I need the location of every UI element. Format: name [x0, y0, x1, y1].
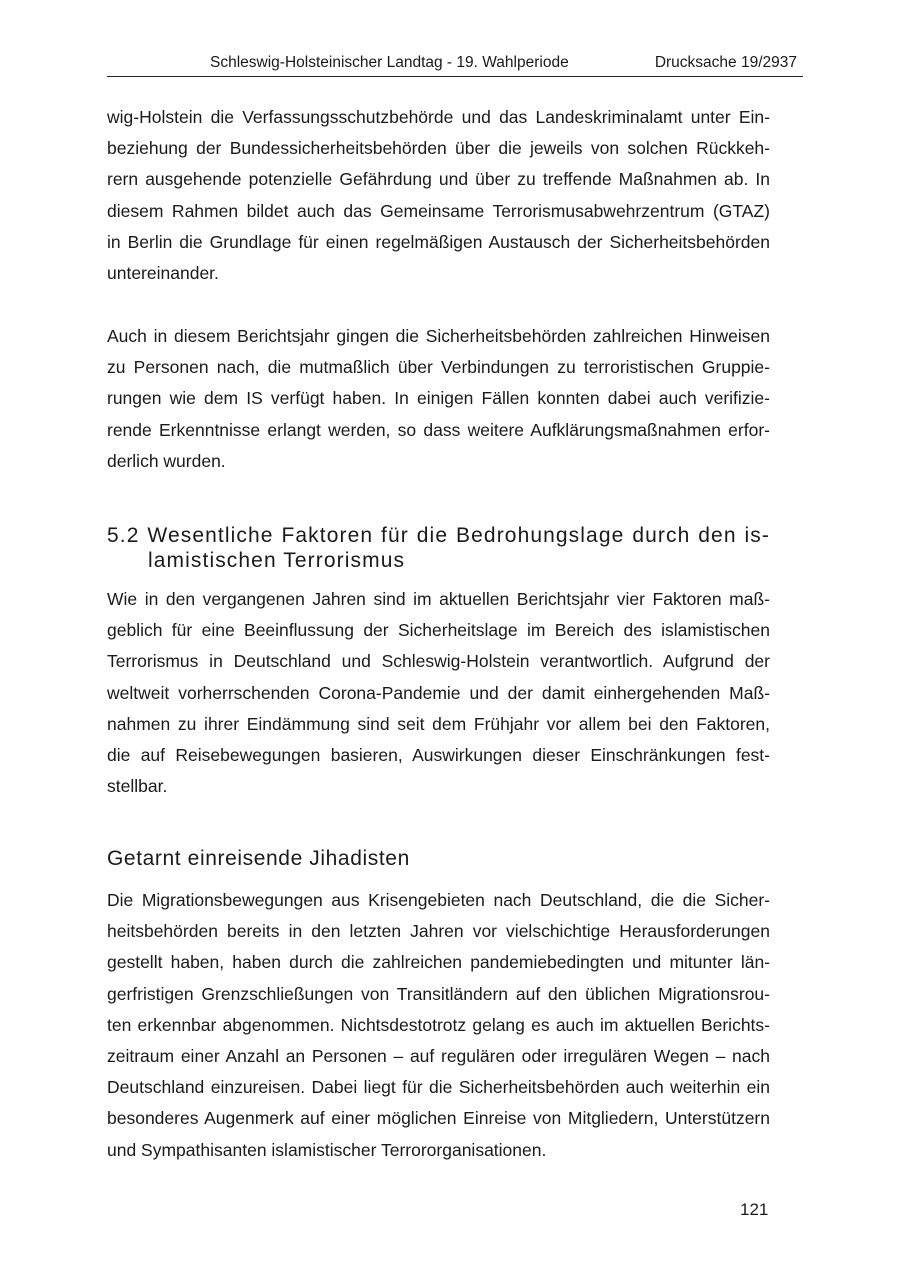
subheading: Getarnt einreisende Jihadisten [107, 847, 410, 870]
paragraph-line: derlich wurden. [107, 450, 226, 471]
paragraph-line: geblich für eine Beeinflussung der Sicherheitslage im Bereich des islamistischen [107, 620, 770, 641]
paragraph-line: untereinander. [107, 263, 219, 284]
header-title: Schleswig-Holsteinischer Landtag - 19. Wahlperiode [210, 54, 569, 71]
paragraph-line: die auf Reisebewegungen basieren, Auswirkungen dieser Einschränkungen fest- [107, 745, 770, 766]
section-heading-line: 5.2 Wesentliche Faktoren für die Bedrohungslage durch den is- [107, 524, 770, 547]
paragraph-line: Terrorismus in Deutschland und Schleswig-Holstein verantwortlich. Aufgrund der [107, 651, 770, 672]
paragraph-line: beziehung der Bundessicherheitsbehörden über die jeweils von solchen Rückkeh- [107, 138, 770, 159]
page-header [107, 52, 803, 77]
section-heading-line: lamistischen Terrorismus [148, 549, 406, 572]
paragraph-line: weltweit vorherrschenden Corona-Pandemie und der damit einhergehenden Maß- [107, 682, 770, 703]
paragraph-line: Deutschland einzureisen. Dabei liegt für die Sicherheitsbehörden auch weiterhin ein [107, 1077, 770, 1098]
paragraph-line: Auch in diesem Berichtsjahr gingen die Sicherheitsbehörden zahlreichen Hinweisen [107, 326, 770, 346]
paragraph-line: stellbar. [107, 776, 168, 797]
paragraph-line: diesem Rahmen bildet auch das Gemeinsame Terrorismusabwehrzentrum (GTAZ) [107, 200, 770, 221]
paragraph-3 [107, 584, 770, 802]
paragraph-line: in Berlin die Grundlage für einen regelmäßigen Austausch der Sicherheitsbehörden [107, 231, 770, 252]
paragraph-line: nahmen zu ihrer Eindämmung sind seit dem Frühjahr vor allem bei den Faktoren, [107, 713, 770, 734]
paragraph-line: rende Erkenntnisse erlangt werden, so dass weitere Aufklärungsmaßnahmen erfor- [107, 419, 770, 440]
paragraph-line: wig-Holstein die Verfassungsschutzbehörde und das Landeskriminalamt unter Ein- [107, 107, 770, 127]
paragraph-line: und Sympathisanten islamistischer Terrororganisationen. [107, 1139, 547, 1160]
paragraph-line: besonderes Augenmerk auf einer möglichen Einreise von Mitgliedern, Unterstützern [107, 1108, 770, 1129]
paragraph-line: Wie in den vergangenen Jahren sind im aktuellen Berichtsjahr vier Faktoren maß- [107, 589, 770, 609]
paragraph-line: rern ausgehende potenzielle Gefährdung und über zu treffende Maßnahmen ab. In [107, 169, 770, 190]
paragraph-4 [107, 885, 770, 1166]
section-heading [107, 523, 770, 573]
header-document-number: Drucksache 19/2937 [654, 54, 797, 71]
paragraph-line: Die Migrationsbewegungen aus Krisengebieten nach Deutschland, die die Sicher- [107, 890, 770, 910]
paragraph-line: heitsbehörden bereits in den letzten Jahren vor vielschichtige Herausforderungen [107, 921, 770, 942]
paragraph-1 [107, 102, 770, 289]
paragraph-line: zu Personen nach, die mutmaßlich über Verbindungen zu terroristischen Gruppie- [107, 357, 770, 378]
paragraph-line: rungen wie dem IS verfügt haben. In einigen Fällen konnten dabei auch verifizie- [107, 388, 770, 409]
paragraph-line: gestellt haben, haben durch die zahlreichen pandemiebedingten und mitunter län- [107, 952, 770, 973]
paragraph-line: ten erkennbar abgenommen. Nichtsdestotrotz gelang es auch im aktuellen Berichts- [107, 1014, 770, 1035]
paragraph-2 [107, 321, 770, 477]
page-number: 121 [740, 1200, 769, 1219]
paragraph-line: zeitraum einer Anzahl an Personen – auf regulären oder irregulären Wegen – nach [107, 1046, 770, 1067]
paragraph-line: gerfristigen Grenzschließungen von Transitländern auf den üblichen Migrationsrou- [107, 983, 770, 1004]
